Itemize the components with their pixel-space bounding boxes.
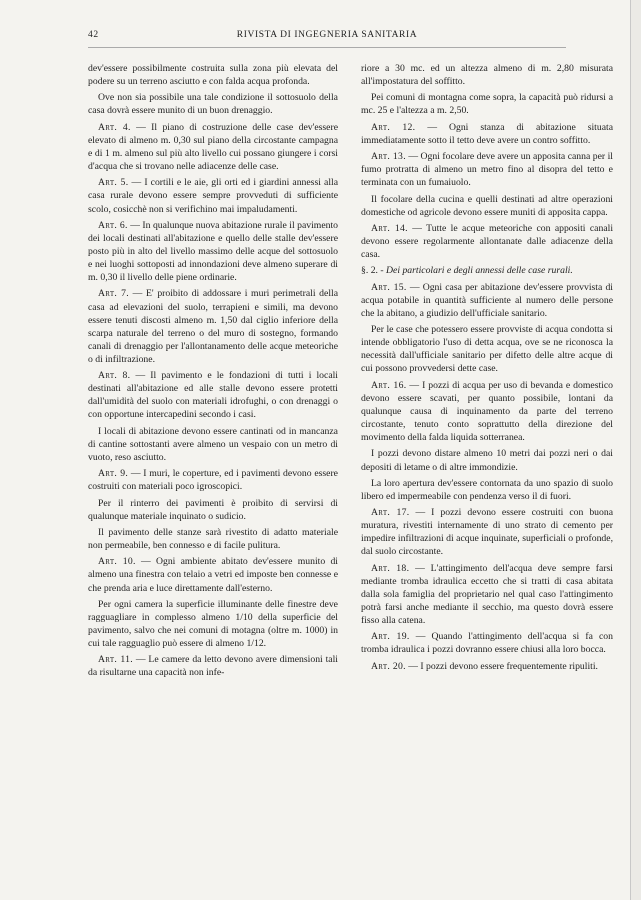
article-label: Art. 13. <box>371 151 406 163</box>
article-18 <box>361 562 613 627</box>
article-10 <box>88 555 338 594</box>
article-label: Art. 11. <box>98 654 133 666</box>
article-text: — Tutte le acque meteoriche con appositi canali devono essere regolarmente allontanate dalle adiacenze della casa. <box>361 222 614 261</box>
article-text: — Ogni casa per abitazione dev'essere provvista di acqua potabile in quantità sufficiente al numero delle persone che la abitano, a giudizio dell'ufficiale sanitario. <box>361 281 613 319</box>
article-label: Art. 10. <box>98 556 136 568</box>
article-6 <box>88 219 338 284</box>
header-rule <box>88 47 566 48</box>
paragraph: Ove non sia possibile una tale condizione il sottosuolo della casa dovrà essere munito di un buon drenaggio. <box>88 92 338 117</box>
article-text: — Il piano di costruzione delle case dev'essere elevato di almeno m. 0,30 sul piano della circostante campagna e di 1 m. almeno sul più alto livello cui possano giungere i corsi d'acqua che si trovano nelle adiacenze delle case. <box>88 121 338 173</box>
article-label: Art. 15. <box>371 281 407 293</box>
article-label: Art. 12. <box>371 121 416 133</box>
journal-title: RIVISTA DI INGEGNERIA SANITARIA <box>236 30 418 40</box>
article-label: Art. 14. <box>371 222 408 234</box>
article-text: — Ogni ambiente abitato dev'essere munito di almeno una finestra con telaio a vetri ed imposte ben connesse e che prenda aria e luce direttamente dall'esterno. <box>88 556 339 594</box>
paragraph: I pozzi devono distare almeno 10 metri dai pozzi neri o dai depositi di letame o di altre immondizie. <box>361 448 613 473</box>
article-15 <box>361 281 613 320</box>
right-column <box>361 62 613 676</box>
paragraph: Per le case che potessero essere provviste di acqua condotta si intende obbligatorio l'uso di detta acqua, ove se ne riconosca la necessità dall'ufficiale sanitario per difetto delle altre acque di cui possono provvedersi dette case. <box>361 324 613 375</box>
article-9 <box>88 467 338 493</box>
article-label: Art. 4. <box>98 121 131 133</box>
article-16 <box>361 379 613 444</box>
article-label: Art. 7. <box>98 288 129 300</box>
article-14 <box>361 222 613 261</box>
article-label: Art. 19. <box>371 631 410 643</box>
paragraph: La loro apertura dev'essere contornata da uno spazio di suolo libero ed impermeabile con pendenza verso il di fuori. <box>361 477 613 502</box>
article-19 <box>361 630 613 656</box>
article-text: — E' proibito di addossare i muri perimetrali della casa ad elevazioni del suolo, terrapieni e simili, ma devono essere tenuti discosti almeno m. 1,50 dal ciglio inferiore della scarpa naturale del terreno o del muro di sostegno, formando canali di drenaggio per l'allontanamento delle acque meteoriche o di infiltrazione. <box>88 288 339 365</box>
article-label: Art. 18. <box>371 562 410 574</box>
paragraph: Per il rinterro dei pavimenti è proibito di servirsi di qualunque materiale inquinato o sudicio. <box>88 497 338 522</box>
article-5 <box>88 176 338 215</box>
left-column <box>88 62 338 683</box>
article-text: — I pozzi devono essere frequentemente ripuliti. <box>405 660 598 672</box>
paragraph: Il pavimento delle stanze sarà rivestito di adatto materiale non permeabile, ben connesso e di facile pulitura. <box>88 526 338 552</box>
article-text: — Le camere da letto devono avere dimensioni tali da risultarne una capacità non infe- <box>88 654 338 679</box>
page-number: 42 <box>88 30 99 40</box>
paragraph: Il focolare della cucina e quelli destinati ad altre operazioni domestiche od agricole devono essere muniti di apposita cappa. <box>361 193 613 218</box>
article-text: — I cortili e le aie, gli orti ed i giardini annessi alla casa rurale devono essere sempre provveduti di sufficiente scolo, cosicchè non si verifichino mai impaludamenti. <box>88 177 339 215</box>
article-text: — I pozzi di acqua per uso di bevanda e domestico devono essere scavati, per quanto possibile, lontani da qualunque causa di inquinamento da parte del terreno circostante, tenuto conto soprattutto della direzione del movimento della falda liquida sotterranea. <box>361 379 613 444</box>
paragraph: Pei comuni di montagna come sopra, la capacità può ridursi a mc. 25 e l'altezza a m. 2,50. <box>361 92 613 117</box>
article-label: Art. 9. <box>98 468 129 480</box>
paragraph: riore a 30 mc. ed un altezza almeno di m. 2,80 misurata all'impostatura del soffitto. <box>361 63 613 88</box>
paragraph: Per ogni camera la superficie illuminante delle finestre deve ragguagliare in complesso almeno 1/10 della superficie del pavimento, salvo che nei comuni di motagna (oltre m. 1000) in cui tale ragguaglio può essere di almeno 1/12. <box>88 598 338 650</box>
section-title: Dei particolari e degli annessi delle case rurali. <box>386 265 573 277</box>
article-label: Art. 6. <box>98 219 128 231</box>
section-heading <box>361 264 613 277</box>
article-7 <box>88 287 338 366</box>
page-header <box>88 30 566 44</box>
article-11 <box>88 653 338 679</box>
article-8 <box>88 369 338 421</box>
article-4 <box>88 121 338 173</box>
section-number: §. 2. - <box>361 265 387 277</box>
article-text: — Ogni stanza di abitazione situata immediatamente sotto il tetto deve avere un contro soffitto. <box>361 121 613 146</box>
article-text: — Quando l'attingimento dell'acqua si fa con tromba idraulica i pozzi dovranno essere chiusi alla loro bocca. <box>361 631 613 656</box>
article-text: — Il pavimento e le fondazioni di tutti i locali destinati all'abitazione ed alle stalle devono essere protetti dall'umidità del suolo con materiali idrofughi, o con drenaggi o con opportune intercapedini secondo i casi. <box>88 370 339 421</box>
article-17 <box>361 506 613 558</box>
article-label: Art. 17. <box>371 507 410 519</box>
page-edge <box>630 0 641 900</box>
article-label: Art. 20. <box>371 660 406 672</box>
paragraph: dev'essere possibilmente costruita sulla zona più elevata del podere su un terreno asciutto e con falda acqua profonda. <box>88 63 338 88</box>
article-13 <box>361 150 613 189</box>
article-text: — Ogni focolare deve avere un apposita canna per il fumo protratta di almeno un metro fino al disopra del tetto e terminata con un fumaiuolo. <box>361 151 613 189</box>
article-text: — I pozzi devono essere costruiti con buona muratura, rivestiti internamente di uno strato di cemento per impedire infiltrazioni di acque inquinate, superficiali o profonde, dal suolo circostante. <box>361 507 613 558</box>
article-label: Art. 5. <box>98 177 129 189</box>
paragraph: I locali di abitazione devono essere cantinati od in mancanza di cantine sottostanti avere almeno un vespaio con un metro di vuoto, reso asciutto. <box>88 425 338 463</box>
article-20 <box>361 660 613 673</box>
article-12 <box>361 121 613 147</box>
article-text: — In qualunque nuova abitazione rurale il pavimento dei locali destinati all'abitazione e quello delle stalle dev'essere posto più in alto del livello massimo delle acque del sottosuolo e nei luoghi sottoposti ad innondazioni deve almeno superare di m. 0,30 il livello delle piene ordinarie. <box>88 219 338 284</box>
article-text: — I muri, le coperture, ed i pavimenti devono essere costruiti con materiali poco igroscopici. <box>88 468 338 493</box>
article-label: Art. 16. <box>371 379 407 391</box>
article-text: — L'attingimento dell'acqua deve sempre farsi mediante tromba idraulica eccetto che si tratti di casa abitata dalla sola famiglia del proprietario nel qual caso l'attingimento potrà farsi anche mediante il secchio, ma questo dovrà essere fisso alla catena. <box>361 562 613 627</box>
article-label: Art. 8. <box>98 370 131 382</box>
